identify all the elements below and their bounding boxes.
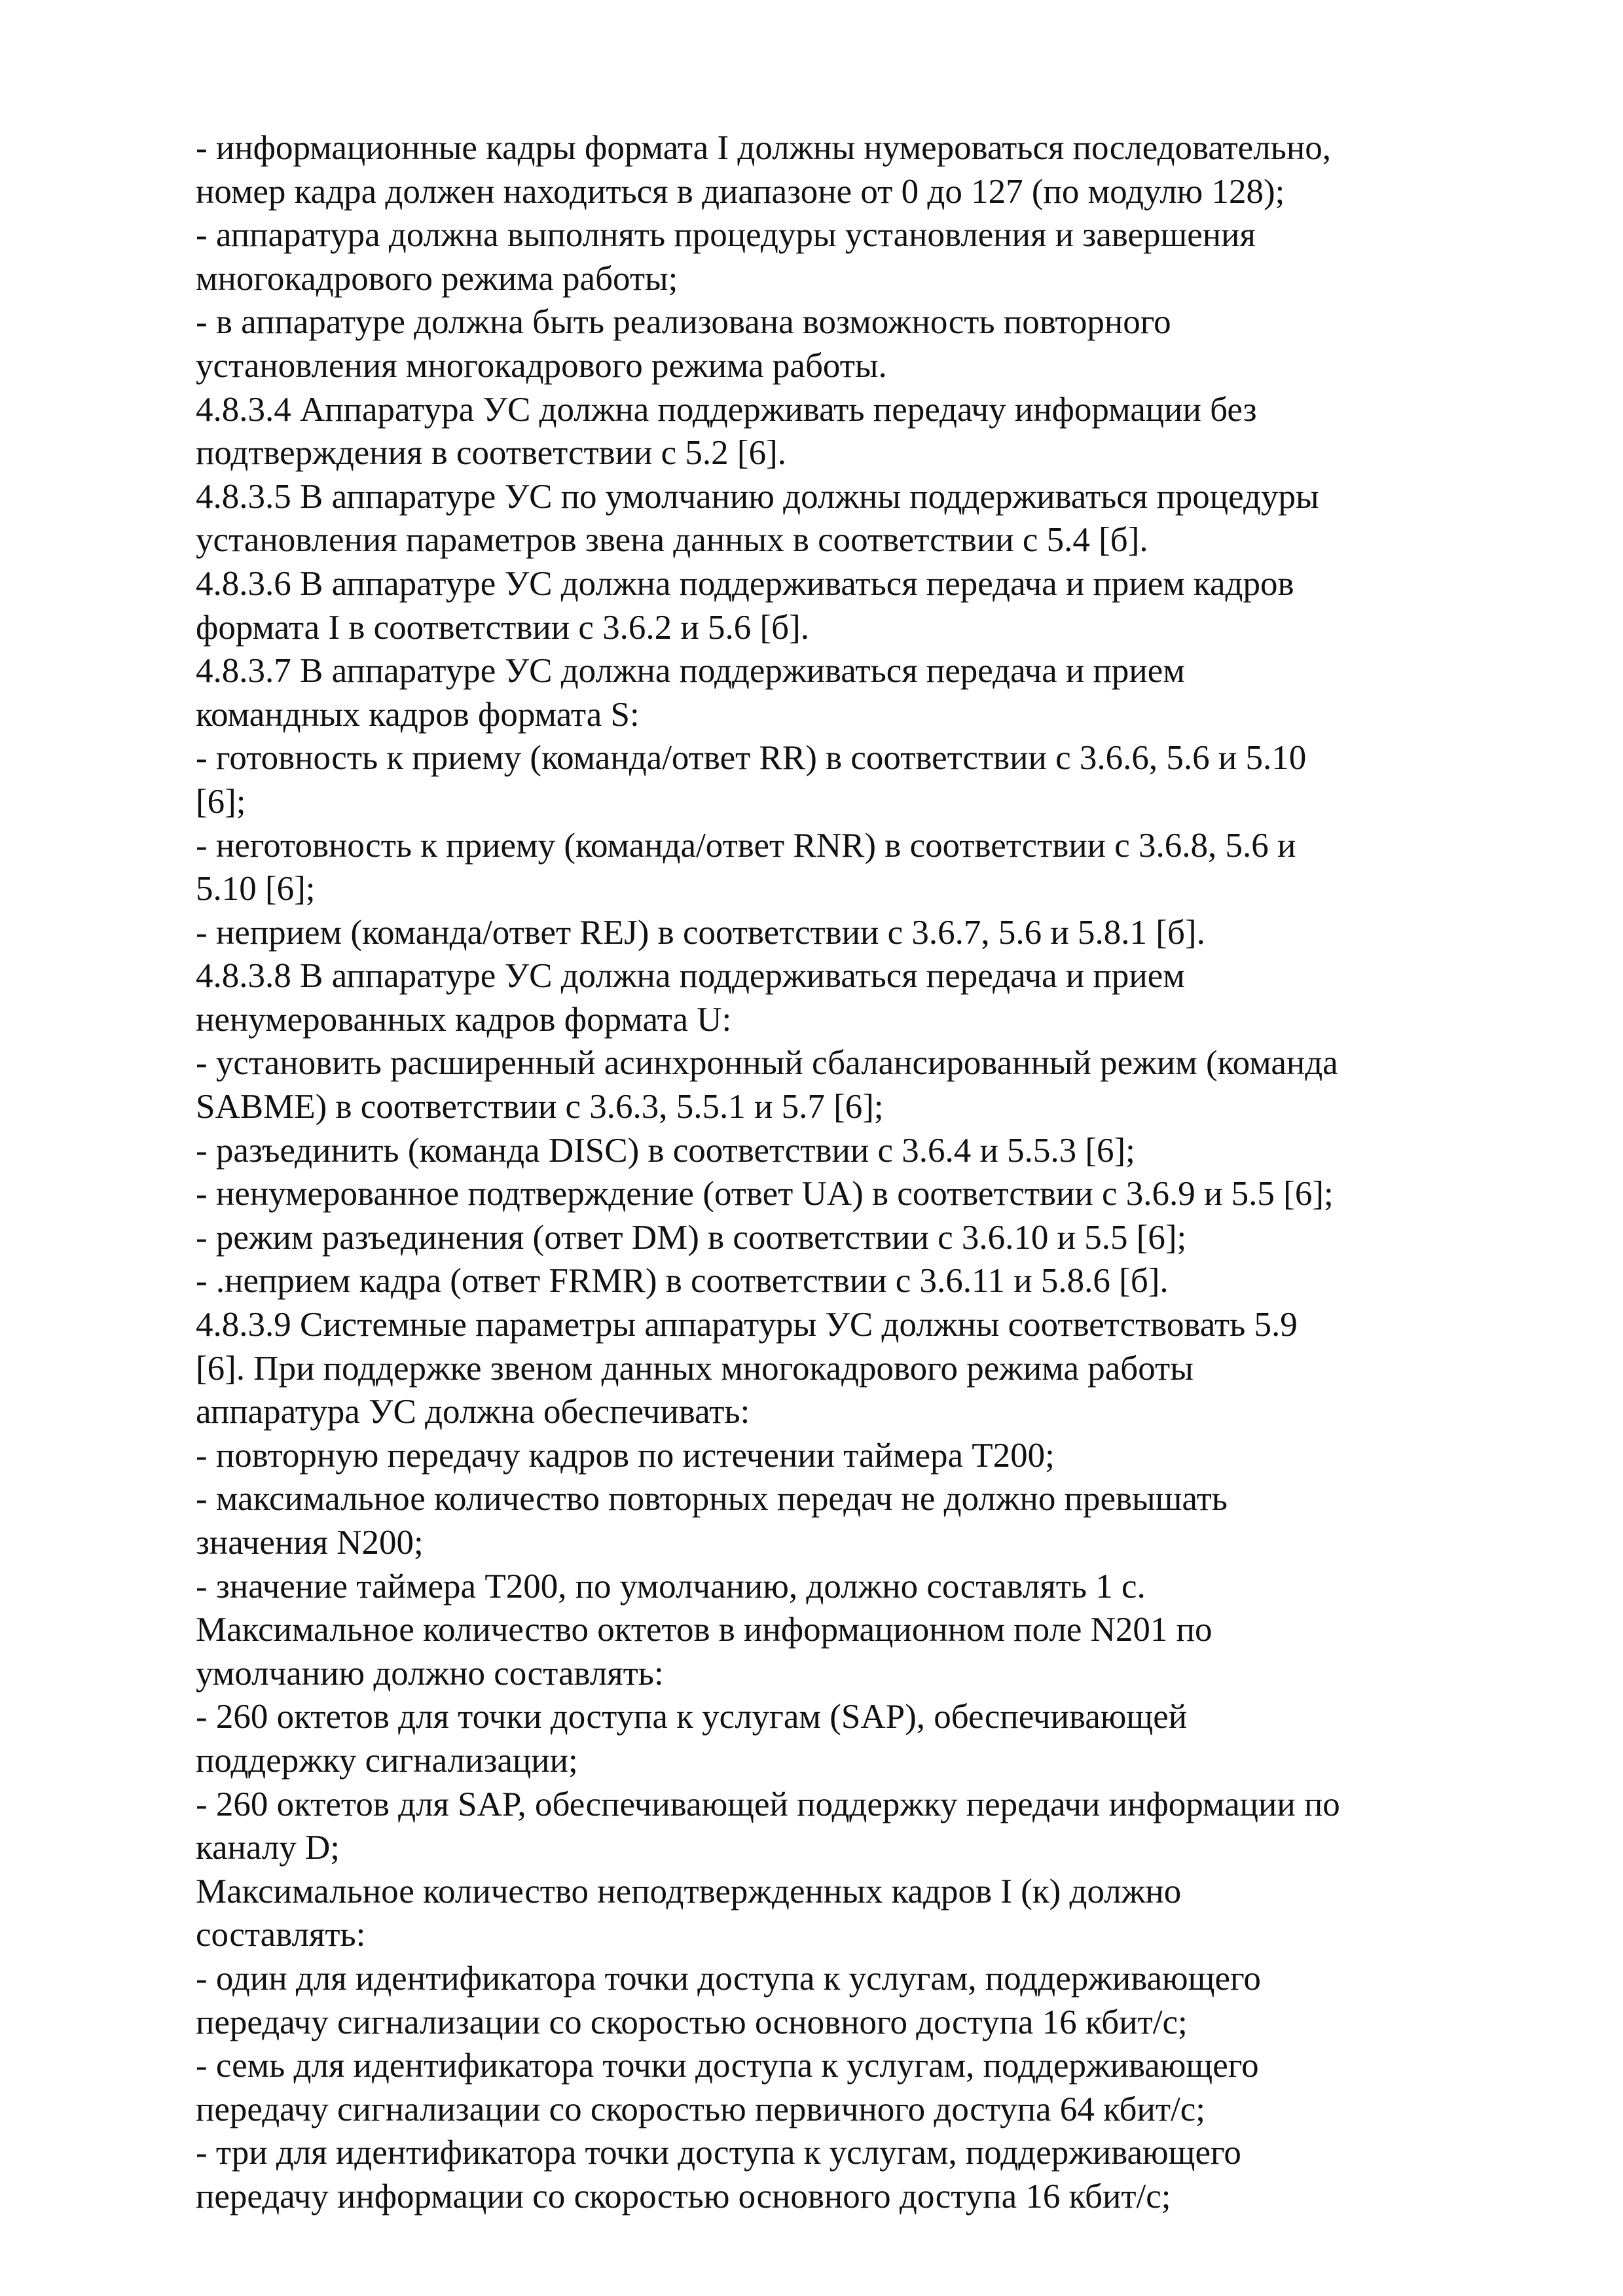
text-line: - в аппаратуре должна быть реализована возможность повторного [196,303,1171,342]
text-line: SABME) в соответствии с 3.6.3, 5.5.1 и 5.7 [6]; [196,1088,884,1126]
text-line: составлять: [196,1916,366,1954]
document-body [196,126,1492,2219]
text-line: - .неприем кадра (ответ FRMR) в соответствии с 3.6.11 и 5.8.6 [б]. [196,1262,1169,1300]
text-line: [6]; [196,782,246,821]
text-line: передачу сигнализации со скоростью основного доступа 16 кбит/с; [196,2003,1188,2041]
text-line: - 260 октетов для точки доступа к услугам (SAP), обеспечивающей [196,1698,1188,1736]
text-line: - 260 октетов для SAP, обеспечивающей поддержку передачи информации по [196,1785,1340,1823]
text-line: - неготовность к приему (команда/ответ RNR) в соответствии с 3.6.8, 5.6 и [196,826,1296,865]
text-line: Максимальное количество октетов в информационном поле N201 по [196,1611,1213,1649]
text-line: номер кадра должен находиться в диапазоне от 0 до 127 (по модулю 128); [196,172,1285,211]
text-line: - повторную передачу кадров по истечении таймера T200; [196,1436,1055,1475]
text-line: 4.8.3.7 В аппаратуре УС должна поддерживаться передача и прием [196,652,1185,691]
text-line: - готовность к приему (команда/ответ RR) в соответствии с 3.6.6, 5.6 и 5.10 [196,739,1307,778]
text-line: умолчанию должно составлять: [196,1654,664,1693]
text-line: - разъединить (команда DISC) в соответствии с 3.6.4 и 5.5.3 [6]; [196,1131,1135,1170]
text-line: командных кадров формата S: [196,695,640,734]
text-line: 5.10 [6]; [196,870,316,908]
text-line: - аппаратура должна выполнять процедуры установления и завершения [196,216,1256,255]
text-line: Максимальное количество неподтвержденных кадров I (к) должно [196,1872,1182,1910]
text-line: ненумерованных кадров формата U: [196,1000,732,1039]
text-line: 4.8.3.5 В аппаратуре УС по умолчанию должны поддерживаться процедуры [196,477,1319,516]
text-line: [6]. При поддержке звеном данных многокадрового режима работы [196,1349,1194,1388]
text-line: - информационные кадры формата I должны нумероваться последовательно, [196,129,1331,167]
text-line: - значение таймера T200, по умолчанию, должно составлять 1 с. [196,1567,1146,1605]
text-line: 4.8.3.6 В аппаратуре УС должна поддерживаться передача и прием кадров [196,564,1294,603]
text-line: передачу информации со скоростью основного доступа 16 кбит/с; [196,2177,1171,2215]
text-line: аппаратура УС должна обеспечивать: [196,1393,750,1431]
text-line: - установить расширенный асинхронный сбалансированный режим (команда [196,1044,1338,1083]
text-line: значения N200; [196,1524,424,1562]
text-line: 4.8.3.4 Аппаратура УС должна поддерживать передачу информации без [196,390,1257,429]
text-line: - неприем (команда/ответ REJ) в соответствии с 3.6.7, 5.6 и 5.8.1 [б]. [196,913,1205,952]
text-line: многокадрового режима работы; [196,259,678,298]
text-line: - один для идентификатора точки доступа к услугам, поддерживающего [196,1959,1261,1998]
text-line: поддержку сигнализации; [196,1741,578,1780]
text-line: подтверждения в соответствии с 5.2 [6]. [196,434,786,473]
text-line: 4.8.3.8 В аппаратуре УС должна поддерживаться передача и прием [196,957,1185,996]
text-line: - максимальное количество повторных передач не должно превышать [196,1480,1228,1518]
text-line: - ненумерованное подтверждение (ответ UA) в соответствии с 3.6.9 и 5.5 [6]; [196,1175,1334,1213]
text-line: 4.8.3.9 Системные параметры аппаратуры УС должны соответствовать 5.9 [196,1306,1298,1344]
text-line: установления многокадрового режима работы. [196,346,887,385]
text-line: - три для идентификатора точки доступа к услугам, поддерживающего [196,2134,1241,2172]
text-line: установления параметров звена данных в соответствии с 5.4 [б]. [196,521,1148,560]
text-line: формата I в соответствии с 3.6.2 и 5.6 [б]. [196,608,809,647]
text-line: - семь для идентификатора точки доступа к услугам, поддерживающего [196,2047,1259,2085]
text-line: - режим разъединения (ответ DM) в соответствии с 3.6.10 и 5.5 [6]; [196,1218,1187,1257]
text-line: каналу D; [196,1829,340,1867]
text-line: передачу сигнализации со скоростью первичного доступа 64 кбит/с; [196,2090,1205,2128]
